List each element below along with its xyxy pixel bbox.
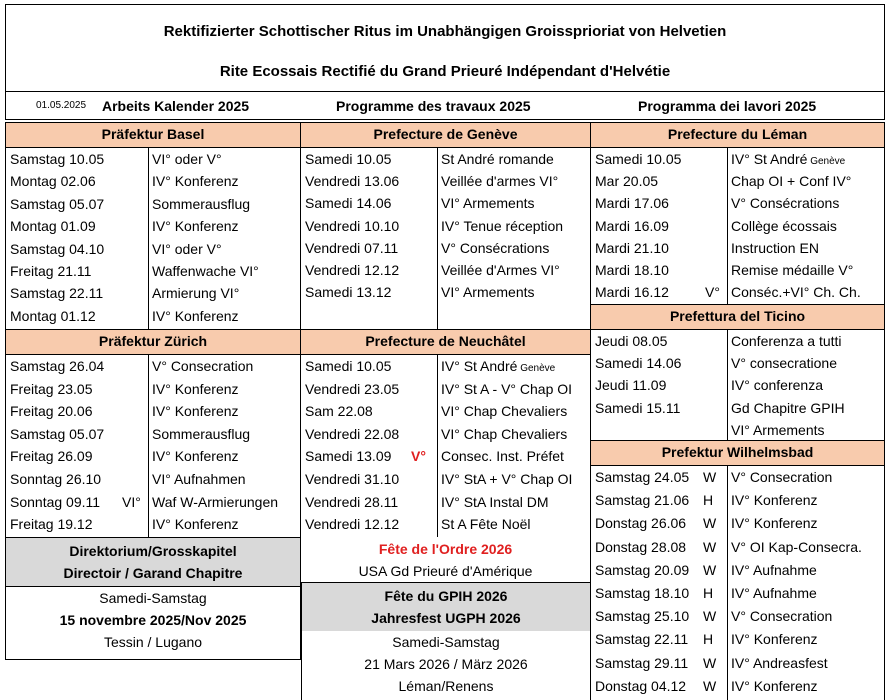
row-event: IV° Andreasfest	[731, 654, 828, 671]
row-event: V° consecratione	[731, 355, 837, 372]
table-row	[301, 259, 590, 281]
row-event: IV° Konferenz	[152, 307, 239, 324]
row-date: Sonntag 26.10	[10, 470, 102, 487]
row-date: Samstag 20.09	[595, 561, 690, 578]
row-event: Conferenza a tutti	[731, 333, 842, 349]
table-row	[301, 215, 590, 237]
row-event: Gd Chapitre GPIH	[731, 399, 845, 416]
table-row	[6, 305, 300, 327]
zurich-header: Präfektur Zürich	[6, 329, 300, 355]
directoire-title-fr: Directoir / Garand Chapitre	[6, 562, 300, 587]
table-row	[301, 355, 590, 378]
table-row	[6, 170, 300, 192]
row-date: Samstag 18.10	[595, 584, 690, 601]
table-row	[591, 397, 884, 419]
basel-section	[5, 122, 301, 329]
row-date: Freitag 21.11	[10, 262, 92, 279]
row-event: IV° Aufnahme	[731, 561, 817, 578]
directoire-place: Tessin / Lugano	[103, 634, 203, 650]
row-event: VI° oder V°	[152, 240, 222, 257]
row-event: IV° Aufnahme	[731, 584, 817, 601]
row-mark: W	[703, 538, 717, 555]
row-date: Vendredi 22.08	[305, 425, 400, 442]
table-row	[6, 468, 300, 491]
row-event: V° OI Kap-Consecra.	[731, 538, 862, 555]
row-event: IV° Konferenz	[731, 677, 818, 694]
table-row	[301, 400, 590, 423]
table-row	[591, 281, 884, 303]
table-row	[301, 468, 590, 491]
table-row	[301, 491, 590, 514]
subheader-italian: Programma dei lavori 2025	[638, 98, 817, 114]
row-date: Samstag 22.11	[10, 285, 104, 302]
row-event: St A Fête Noël	[441, 516, 531, 533]
row-event: VI° Chap Chevaliers	[441, 403, 568, 420]
title-french: Rite Ecossais Rectifié du Grand Prieuré Indépendant d'Helvétie	[219, 63, 671, 80]
row-date: Jeudi 08.05	[595, 333, 668, 349]
row-date: Samstag 22.11	[595, 631, 689, 648]
neuchatel-rows	[301, 355, 590, 536]
title-german: Rektifizierter Schottischer Ritus im Unabhängigen Groissprioriat von Helvetien	[163, 23, 727, 40]
fete-ordre-box	[301, 537, 591, 583]
row-event: Waf W-Armierungen	[152, 493, 279, 510]
row-event: IV° conferenza	[731, 377, 823, 394]
ticino-section	[591, 304, 885, 440]
table-row	[591, 215, 884, 237]
table-row	[6, 148, 300, 170]
table-row	[6, 215, 300, 237]
row-event: Remise médaille V°	[731, 261, 854, 278]
row-event: IV° Konferenz	[731, 631, 818, 648]
wilhelmsbad-rows	[591, 466, 884, 698]
row-date: Mardi 16.12	[595, 284, 669, 301]
row-date: Freitag 26.09	[10, 448, 93, 465]
table-row	[591, 466, 884, 489]
row-event: Chap OI + Conf IV°	[731, 173, 852, 190]
table-row	[6, 260, 300, 282]
table-row	[591, 330, 884, 352]
row-note: Genève	[807, 156, 846, 167]
calendar-subheader	[5, 92, 885, 120]
row-event: Sommerausflug	[152, 195, 251, 212]
table-row	[6, 238, 300, 260]
row-date: Vendredi 28.11	[305, 493, 399, 510]
row-event: Veillée d'armes VI°	[441, 173, 559, 190]
row-event: Armierung VI°	[152, 285, 240, 302]
row-date: Samstag 05.07	[10, 425, 105, 442]
table-row	[591, 652, 884, 675]
row-event: VI° Aufnahmen	[152, 470, 246, 487]
row-mark: V°	[705, 284, 720, 301]
row-event: St André romande	[441, 151, 554, 167]
row-event: VI° Chap Chevaliers	[441, 425, 568, 442]
ticino-header: Prefettura del Ticino	[591, 304, 884, 330]
row-event: V° Consécrations	[731, 195, 840, 212]
gpih-place: Léman/Renens	[398, 678, 494, 694]
table-row	[6, 378, 300, 401]
row-date: Samstag 26.04	[10, 358, 105, 374]
row-date: Mardi 21.10	[595, 239, 669, 256]
row-mark: V°	[411, 448, 426, 465]
row-date: Samstag 21.06	[595, 492, 690, 509]
row-event: VI° Armements	[441, 284, 535, 301]
table-row	[301, 445, 590, 468]
row-event: V° Consecration	[731, 469, 833, 485]
row-event: IV° Konferenz	[152, 448, 239, 465]
row-event: Veillée d'Armes VI°	[441, 261, 560, 278]
row-date: Mardi 16.09	[595, 217, 669, 234]
table-row	[301, 423, 590, 446]
row-date: Mardi 18.10	[595, 261, 669, 278]
row-mark: W	[703, 677, 717, 694]
geneve-header: Prefecture de Genève	[301, 122, 590, 148]
table-row	[591, 259, 884, 281]
row-event: IV° St André Genève	[441, 358, 556, 374]
row-date: Freitag 19.12	[10, 516, 93, 533]
row-event: IV° Konferenz	[152, 403, 239, 420]
row-event: VI° Armements	[731, 421, 825, 438]
row-date: Sonntag 09.11	[10, 493, 101, 510]
table-row	[591, 536, 884, 559]
document-date: 01.05.2025	[36, 100, 87, 111]
table-row	[591, 170, 884, 192]
row-date: Vendredi 07.11	[305, 239, 399, 256]
zurich-section	[5, 329, 301, 537]
row-date: Freitag 23.05	[10, 380, 93, 397]
row-event: Collège écossais	[731, 217, 837, 234]
table-row	[301, 237, 590, 259]
row-event: IV° Konferenz	[731, 492, 818, 509]
table-row	[591, 148, 884, 170]
table-row	[591, 628, 884, 651]
row-date: Vendredi 31.10	[305, 470, 400, 487]
row-date: Samedi 14.06	[305, 195, 392, 212]
table-row	[591, 352, 884, 374]
row-mark: W	[703, 654, 717, 671]
row-note: Genève	[517, 363, 556, 374]
row-date: Samstag 24.05	[595, 469, 690, 485]
row-event: Consec. Inst. Préfet	[441, 448, 564, 465]
geneve-rows	[301, 148, 590, 303]
row-event: VI° oder V°	[152, 151, 222, 167]
row-event: V° Consécrations	[441, 239, 550, 256]
table-row	[591, 374, 884, 396]
table-row	[591, 559, 884, 582]
row-event: IV° Konferenz	[152, 173, 239, 190]
table-row	[6, 445, 300, 468]
row-date: Vendredi 23.05	[305, 380, 400, 397]
row-event: Instruction EN	[731, 239, 819, 256]
table-row	[591, 582, 884, 605]
row-date: Samedi 13.09	[305, 448, 392, 465]
row-date: Vendredi 10.10	[305, 217, 400, 234]
row-event: IV° Konferenz	[152, 218, 239, 235]
row-event: IV° StA + V° Chap OI	[441, 470, 573, 487]
row-mark: W	[703, 515, 717, 532]
table-row	[591, 512, 884, 535]
table-row	[591, 675, 884, 698]
row-date: Vendredi 12.12	[305, 516, 400, 533]
table-row	[591, 192, 884, 214]
table-row	[6, 355, 300, 378]
row-date: Donstag 28.08	[595, 538, 687, 555]
neuchatel-section	[301, 329, 591, 537]
row-date: Samedi 15.11	[595, 399, 681, 416]
row-date: Samstag 29.11	[595, 654, 689, 671]
gpih-title-fr: Fête du GPIH 2026	[302, 583, 590, 607]
row-event: Conséc.+VI° Ch. Ch.	[731, 284, 861, 301]
table-row	[591, 605, 884, 628]
row-event: IV° Konferenz	[731, 515, 818, 532]
row-date: Samedi 10.05	[305, 151, 392, 167]
subheader-french: Programme des travaux 2025	[336, 98, 531, 114]
geneve-section	[301, 122, 591, 329]
row-date: Sam 22.08	[305, 403, 373, 420]
table-row	[591, 237, 884, 259]
wilhelmsbad-section	[591, 440, 885, 700]
row-event: IV° Tenue réception	[441, 217, 564, 234]
row-date: Samstag 05.07	[10, 195, 105, 212]
directoire-title-de: Direktorium/Grosskapitel	[6, 538, 300, 562]
ticino-rows	[591, 330, 884, 441]
row-event: V° Consecration	[152, 358, 254, 374]
row-event: IV° St A - V° Chap OI	[441, 380, 573, 397]
row-mark: W	[703, 608, 717, 625]
subheader-german: Arbeits Kalender 2025	[102, 98, 250, 114]
basel-header: Präfektur Basel	[6, 122, 300, 148]
document-title	[5, 4, 885, 92]
row-event: V° Consecration	[731, 608, 833, 625]
gpih-day: Samedi-Samstag	[392, 634, 500, 650]
row-mark: H	[703, 492, 714, 509]
directoire-day: Samedi-Samstag	[99, 590, 207, 606]
gpih-box	[301, 583, 591, 700]
row-date: Vendredi 12.12	[305, 261, 400, 278]
wilhelmsbad-header: Prefektur Wilhelmsbad	[591, 440, 884, 466]
row-date: Freitag 20.06	[10, 403, 93, 420]
gpih-title-de: Jahresfest UGPH 2026	[302, 607, 590, 631]
row-event: IV° StA Instal DM	[441, 493, 549, 510]
table-row	[6, 400, 300, 423]
row-date: Montag 01.09	[10, 218, 96, 235]
leman-section	[591, 122, 885, 304]
table-row	[6, 193, 300, 215]
fete-ordre-place: USA Gd Prieuré d'Amérique	[358, 563, 533, 579]
directoire-box	[5, 537, 301, 660]
row-mark: H	[703, 631, 714, 648]
table-row	[301, 192, 590, 214]
table-row	[6, 513, 300, 536]
zurich-rows	[6, 355, 300, 536]
row-mark: H	[703, 584, 714, 601]
table-row	[6, 282, 300, 304]
table-row	[301, 148, 590, 170]
row-date: Vendredi 13.06	[305, 173, 400, 190]
row-event: IV° St André Genève	[731, 151, 846, 167]
row-date: Mar 20.05	[595, 173, 659, 190]
table-row	[6, 491, 300, 514]
neuchatel-header: Prefecture de Neuchâtel	[301, 329, 590, 355]
leman-rows	[591, 148, 884, 303]
row-date: Samstag 10.05	[10, 151, 105, 167]
table-row	[301, 513, 590, 536]
row-date: Samedi 10.05	[305, 358, 392, 374]
table-row	[591, 489, 884, 512]
row-date: Mardi 17.06	[595, 195, 669, 212]
row-date: Samedi 10.05	[595, 151, 682, 167]
table-row	[591, 419, 884, 441]
row-mark: W	[703, 561, 717, 578]
row-event: VI° Armements	[441, 195, 535, 212]
row-date: Montag 01.12	[10, 307, 96, 324]
table-row	[301, 378, 590, 401]
row-event: Sommerausflug	[152, 425, 251, 442]
directoire-date: 15 novembre 2025/Nov 2025	[59, 612, 247, 628]
fete-ordre-title: Fête de l'Ordre 2026	[378, 541, 513, 557]
row-date: Donstag 04.12	[595, 677, 687, 694]
row-date: Samstag 04.10	[10, 240, 105, 257]
row-date: Samstag 25.10	[595, 608, 690, 625]
row-mark: VI°	[122, 493, 141, 510]
table-row	[301, 281, 590, 303]
row-mark: W	[703, 469, 717, 485]
gpih-date: 21 Mars 2026 / März 2026	[364, 656, 528, 672]
row-date: Jeudi 11.09	[595, 377, 667, 394]
table-row	[6, 423, 300, 446]
row-date: Samedi 13.12	[305, 284, 392, 301]
row-event: IV° Konferenz	[152, 380, 239, 397]
row-event: Waffenwache VI°	[152, 262, 259, 279]
row-date: Montag 02.06	[10, 173, 96, 190]
row-date: Samedi 14.06	[595, 355, 682, 372]
table-row	[301, 170, 590, 192]
row-date: Donstag 26.06	[595, 515, 687, 532]
leman-header: Prefecture du Léman	[591, 122, 884, 148]
row-event: IV° Konferenz	[152, 516, 239, 533]
basel-rows	[6, 148, 300, 327]
